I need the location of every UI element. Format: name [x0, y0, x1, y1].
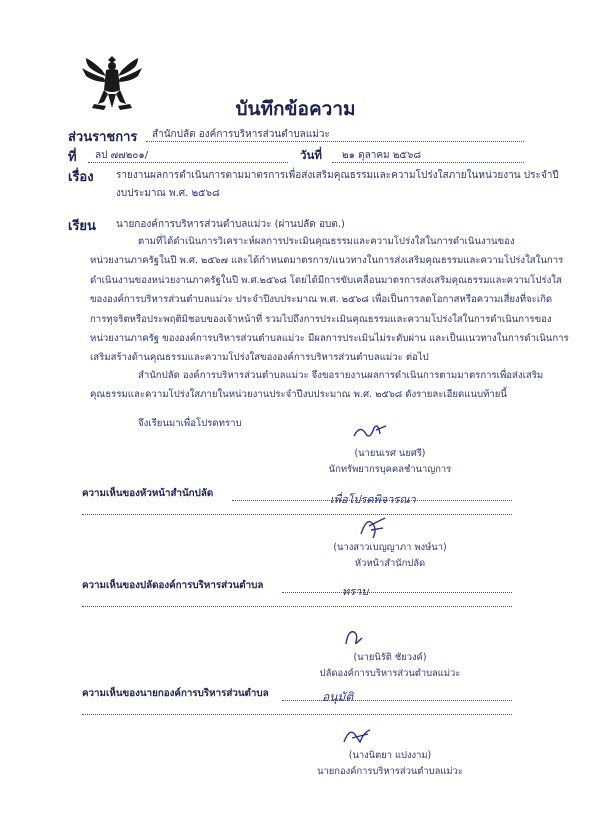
date-value: ๒๑ ตุลาคม ๒๕๖๘	[342, 150, 422, 161]
ref-label: ที่	[68, 150, 77, 165]
signer1-position: นักทรัพยากรบุคคลชำนาญการ	[328, 464, 452, 475]
signer1-name: (นายนเรศ นยศรี)	[354, 448, 426, 459]
section2-dotline	[282, 592, 512, 593]
signature-mark	[340, 722, 374, 750]
body-paragraph-1	[90, 232, 569, 368]
section3-position: นายกองค์การบริหารส่วนตำบลแม่วะ	[317, 766, 463, 777]
signature-mark	[340, 624, 370, 650]
para1-line: ขององค์การบริหารส่วนตำบลแม่วะ ประจำปีงบประมาณ พ.ศ. ๒๕๖๘ เพื่อเป็นการลดโอกาสหรือความเสี่ยงที่จะเกิด	[90, 294, 553, 306]
para1-line: หน่วยงานภาครัฐในปี พ.ศ. ๒๕๖๗ และได้กำหนดมาตรการ/แนวทางในการส่งเสริมคุณธรรมและความโปร่งใสในการ	[90, 255, 564, 267]
section2-name: (นายนิรัติ ชัยวงค์)	[353, 652, 427, 663]
subject-line-1: รายงานผลการดำเนินการตามมาตรการเพื่อส่งเสริมคุณธรรมและความโปร่งใสภายในหน่วยงาน ประจำปี	[116, 170, 559, 181]
body-paragraph-2	[90, 366, 544, 405]
section1-dotline	[82, 514, 512, 515]
to-value: นายกองค์การบริหารส่วนตำบลแม่วะ (ผ่านปลัด อบต.)	[116, 219, 345, 230]
section3-name: (นางนิตยา แปงงาม)	[348, 750, 432, 761]
para1-line: ตามที่ได้ดำเนินการวิเคราะห์ผลการประเมินคุณธรรมและความโปร่งใสในการดำเนินงานของ	[138, 236, 515, 247]
section2-position: ปลัดองค์การบริหารส่วนตำบลแม่วะ	[319, 668, 461, 679]
para2-line: คุณธรรมและความโปร่งใสภายในหน่วยงานประจำปีงบประมาณ พ.ศ. ๒๕๖๘ ดังรายละเอียดแนบท้ายนี้	[90, 389, 507, 401]
section3-dotline	[282, 700, 512, 701]
agency-label: ส่วนราชการ	[68, 130, 138, 145]
signature-mark	[350, 420, 390, 444]
para2-line: สำนักปลัด องค์การบริหารส่วนตำบลแม่วะ จึงขอรายงานผลการดำเนินการตามมาตรการเพื่อส่งเสริม	[138, 370, 544, 381]
subject-label: เรื่อง	[68, 170, 94, 185]
closing-text: จึงเรียนมาเพื่อโปรดทราบ	[138, 418, 242, 429]
ref-dotline	[88, 162, 288, 163]
date-dotline	[332, 162, 524, 163]
section3-heading: ความเห็นของนายกองค์การบริหารส่วนตำบล	[82, 688, 269, 699]
agency-dotline	[146, 141, 524, 142]
agency-value: สำนักปลัด องค์การบริหารส่วนตำบลแม่วะ	[152, 129, 330, 140]
para1-line: หน่วยงานภาครัฐ ขององค์การบริหารส่วนตำบลแม่วะ มีผลการประเมินไม่ระดับผ่าน และเป็นแนวทางในการดำเนินการ	[90, 333, 569, 345]
section1-position: หัวหน้าสำนักปลัด	[354, 558, 426, 569]
date-label: วันที่	[300, 148, 322, 162]
para1-line: การทุจริตหรือประพฤติมิชอบของเจ้าหน้าที่ รวมไปถึงการประเมินคุณธรรมและความโปร่งใสในการดำเนินการของ	[90, 313, 552, 325]
section1-heading: ความเห็นของหัวหน้าสำนักปลัด	[82, 488, 214, 499]
to-label: เรียน	[68, 219, 96, 234]
para1-line: ดำเนินงานของหน่วยงานภาครัฐในปี พ.ศ.๒๕๖๘ โดยได้มีการขับเคลื่อนมาตรการส่งเสริมคุณธรรมและความโปร่งใส	[90, 274, 562, 286]
section2-dotline	[82, 606, 512, 607]
section1-name: (นางสาวเบญญาภา พงษ์นา)	[333, 542, 447, 553]
section3-dotline	[82, 714, 512, 715]
ref-value: ลป ๗๗๒๐๑/	[95, 150, 149, 161]
section3-comment: อนุมัติ	[322, 690, 354, 704]
page-title: บันทึกข้อความ	[235, 98, 356, 120]
section1-comment: เพื่อโปรดพิจารณา	[330, 493, 416, 506]
subject-line-2: งบประมาณ พ.ศ. ๒๕๖๘	[116, 188, 220, 199]
para1-line: เสริมสร้างด้านคุณธรรมและความโปร่งใสขององค์การบริหารส่วนตำบลแม่วะ ต่อไป	[90, 352, 429, 364]
section2-comment: ทราบ	[342, 585, 369, 598]
signature-mark	[355, 512, 391, 542]
section2-heading: ความเห็นของปลัดองค์การบริหารส่วนตำบล	[82, 580, 264, 591]
